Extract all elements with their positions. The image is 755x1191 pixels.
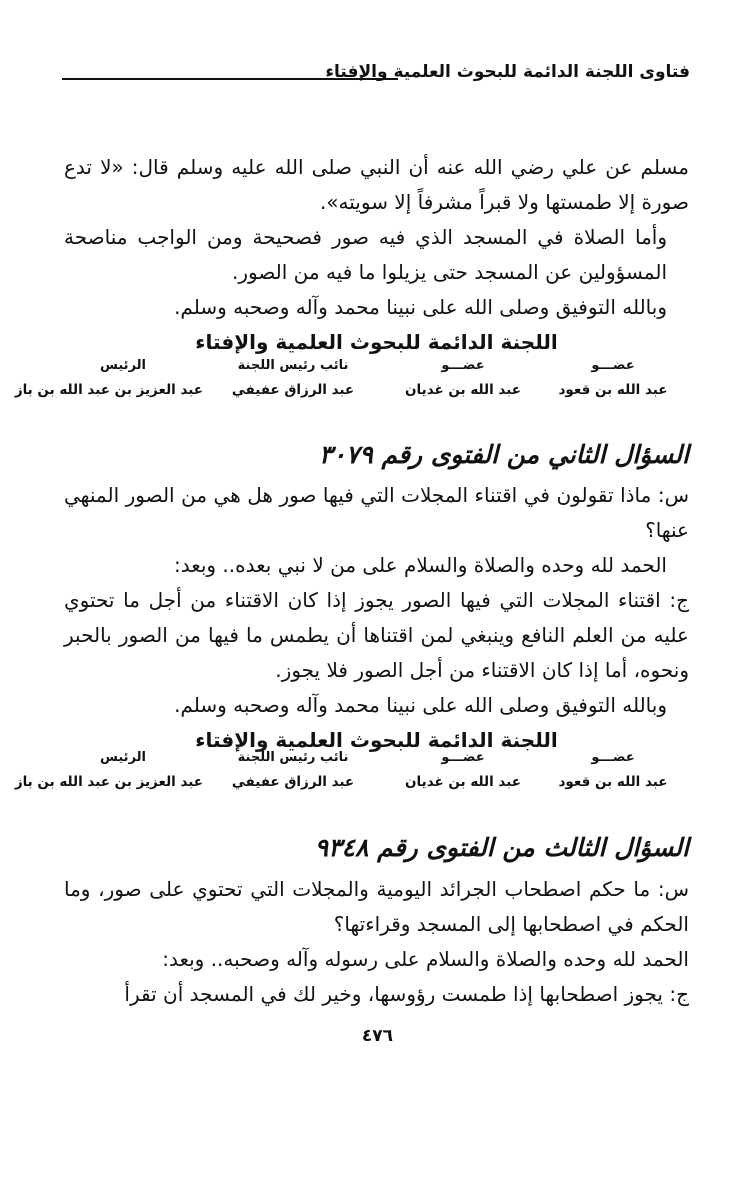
paragraph-hadith: مسلم عن علي رضي الله عنه أن النبي صلى الله عليه وسلم قال: «لا تدع صورة إلا طمستها ولا قبراً مشرفاً إلا سويته». (64, 155, 689, 214)
header-rule (62, 78, 398, 80)
signature-block (14, 750, 693, 800)
answer-text: ج: يجوز اصطحابها إذا طمست رؤوسها، وخير لك في المسجد أن تقرأ (124, 982, 689, 1006)
closing-formula: وبالله التوفيق وصلى الله على نبينا محمد وآله وصحبه وسلم. (174, 295, 667, 319)
signature-name: عبد الرزاق عفيفي (231, 382, 355, 398)
signature-role: عضـــو (591, 750, 635, 765)
section2-text (64, 478, 689, 758)
signature-role: الرئيس (100, 750, 146, 765)
signature-member-1 (533, 750, 693, 790)
signature-name: عبد الله بن قعود (558, 382, 668, 398)
signature-vice-chair (213, 358, 373, 398)
signature-name: عبد العزيز بن عبد الله بن باز (14, 382, 203, 398)
page-number: ٤٧٦ (361, 1026, 394, 1046)
committee-name: اللجنة الدائمة للبحوث العلمية والإفتاء (195, 330, 558, 354)
running-header (62, 62, 690, 88)
signature-name: عبد الله بن غديان (405, 774, 521, 790)
signature-name: عبد الرزاق عفيفي (231, 774, 355, 790)
question-text: س: ما حكم اصطحاب الجرائد اليومية والمجلات التي تحتوي على صور، وما الحكم في اصطحابها إلى المسجد وقراءتها؟ (64, 877, 689, 936)
signature-name: عبد الله بن غديان (405, 382, 521, 398)
question-title-3: السؤال الثالث من الفتوى رقم ٩٣٤٨ (314, 833, 689, 862)
signature-role: عضـــو (441, 358, 485, 373)
question-text: س: ماذا تقولون في اقتناء المجلات التي فيها صور هل هي من الصور المنهي عنها؟ (64, 483, 689, 542)
signature-role: عضـــو (591, 358, 635, 373)
answer-text: ج: اقتناء المجلات التي فيها الصور يجوز إذا كان الاقتناء من أجل ما تحتوي عليه من العلم النافع وينبغي لمن اقتناها أن يطمس ما فيها من الصور بالحبر ونحوه، أما إذا كان الاقتناء من أجل الصور فلا يجوز. (64, 588, 689, 682)
committee-name: اللجنة الدائمة للبحوث العلمية والإفتاء (195, 728, 558, 752)
signature-member-1 (533, 358, 693, 398)
hamd-line: الحمد لله وحده والصلاة والسلام على رسوله وآله وصحبه.. وبعد: (162, 947, 689, 971)
signature-vice-chair (213, 750, 373, 790)
closing-formula: وبالله التوفيق وصلى الله على نبينا محمد وآله وصحبه وسلم. (174, 693, 667, 717)
signature-role: نائب رئيس اللجنة (237, 750, 349, 765)
signature-role: نائب رئيس اللجنة (237, 358, 349, 373)
signature-name: عبد العزيز بن عبد الله بن باز (14, 774, 203, 790)
section3-text (64, 872, 689, 1012)
hamd-line: الحمد لله وحده والصلاة والسلام على من لا نبي بعده.. وبعد: (173, 553, 667, 577)
paragraph-prayer-ruling: وأما الصلاة في المسجد الذي فيه صور فصحيحة ومن الواجب مناصحة المسؤولين عن المسجد حتى يزيلوا ما فيه من الصور. (64, 225, 667, 284)
signature-chair (14, 358, 203, 398)
signature-chair (14, 750, 203, 790)
signature-role: عضـــو (441, 750, 485, 765)
signature-role: الرئيس (100, 358, 146, 373)
signature-member-2 (383, 358, 543, 398)
signature-member-2 (383, 750, 543, 790)
signature-block (14, 358, 693, 408)
running-title: فتاوى اللجنة الدائمة للبحوث العلمية والإفتاء (325, 62, 690, 82)
signature-name: عبد الله بن قعود (558, 774, 668, 790)
question-title-2: السؤال الثاني من الفتوى رقم ٣٠٧٩ (319, 440, 689, 469)
section1-text (64, 150, 689, 360)
